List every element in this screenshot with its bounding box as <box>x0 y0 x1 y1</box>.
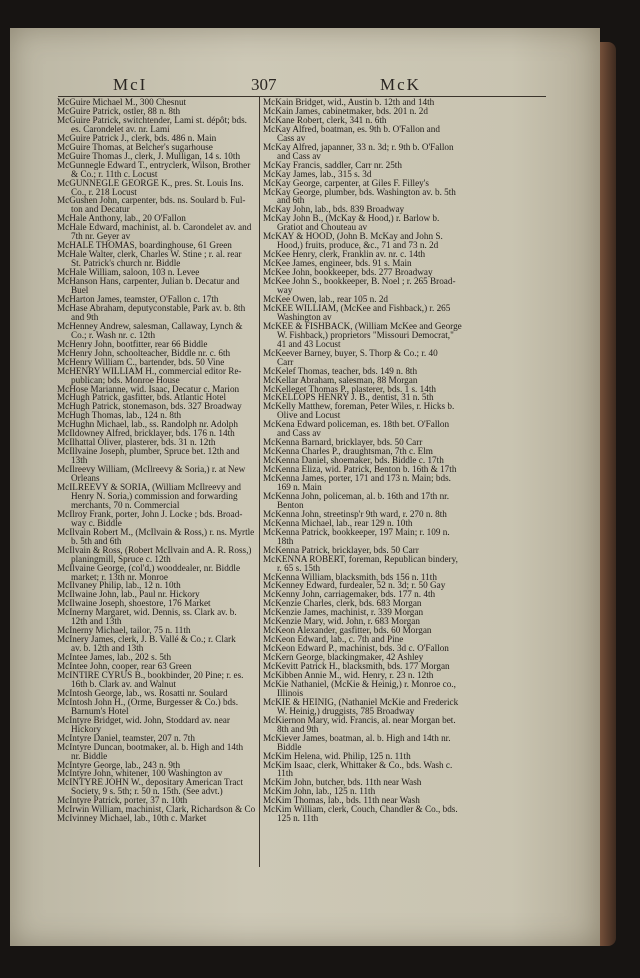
directory-entry-line: McKain Bridget, wid., Austin b. 12th and 14th <box>263 97 435 107</box>
directory-entry-line: McHale William, saloon, 103 n. Levee <box>57 267 200 278</box>
directory-entry-line: McIntyre John, whitener, 100 Washington av <box>57 768 223 779</box>
directory-entry-line: McKeever Barney, buyer, S. Thorp & Co.; r. 40 <box>263 347 438 358</box>
directory-entry-line: McKay Francis, saddler, Carr nr. 25th <box>263 159 402 170</box>
directory-entry-line: McKee John, bookkeeper, bds. 277 Broadway <box>263 267 433 278</box>
directory-entry-line: McHENRY WILLIAM H., commercial editor Re- <box>57 365 242 376</box>
directory-entry-line: McGunnegle Edward T., entryclerk, Wilson, Brother <box>57 159 251 170</box>
page-number: 307 <box>251 75 277 94</box>
directory-entry-line: McKenzie Charles, clerk, bds. 683 Morgan <box>263 598 422 609</box>
directory-entry-line: McKenna Patrick, bricklayer, bds. 50 Carr <box>263 544 419 555</box>
directory-entry-line: McKim Helena, wid. Philip, 125 n. 11th <box>263 750 411 761</box>
directory-entry-line: McKay John, lab., bds. 839 Broadway <box>263 204 405 215</box>
directory-entry-line: McKenna William, blacksmith, bds 156 n. 11th <box>263 571 437 582</box>
directory-entry-line: McGuire Michael M., 300 Chesnut <box>57 97 187 107</box>
directory-entry-line: McKena Edward policeman, es. 18th bet. O'Fallon <box>263 419 450 430</box>
directory-entry-line: McIlvaine George, (col'd,) wooddealer, nr. Biddle <box>57 562 241 573</box>
directory-entry-line: McKee John S., bookkeeper, B. Noel ; r. 265 Broad- <box>263 276 456 287</box>
directory-entry-line: McHenney Andrew, salesman, Callaway, Lynch & <box>57 320 243 331</box>
directory-entry-line: McKeon Edward, lab., c. 7th and Pine <box>263 634 404 645</box>
directory-entry-line: nr. Biddle <box>71 750 108 761</box>
column-divider <box>259 97 260 867</box>
directory-entry-line: McHugh Thomas, lab., 124 n. 8th <box>57 410 182 421</box>
directory-entry-line: McGuire Thomas, at Belcher's sugarhouse <box>57 141 213 152</box>
directory-entry-line: McHugh Patrick, stonemason, bds. 327 Broadway <box>57 401 242 412</box>
directory-entry-line: 13th <box>71 455 88 466</box>
directory-entry-line: McIlreevy William, (McIlreevy & Soria,) r. at New <box>57 464 246 475</box>
directory-entry-line: McKeon Alexander, gasfitter, bds. 60 Morgan <box>263 625 432 636</box>
directory-entry-line: McKern George, blackingmaker, 42 Ashley <box>263 652 424 663</box>
directory-entry-line: market; r. 13th nr. Monroe <box>71 571 168 582</box>
directory-entry-line: McKim John, lab., 125 n. 11th <box>263 786 376 797</box>
directory-entry-line: b. 5th and 6th <box>71 535 122 546</box>
directory-entry-line: McKim William, clerk, Couch, Chandler & Co., bds. <box>263 804 458 815</box>
directory-entry-line: way c. Biddle <box>71 517 122 528</box>
directory-entry-line: 7th nr. Geyer av <box>71 231 131 242</box>
directory-entry-line: McKevitt Patrick H., blacksmith, bds. 177 Morgan <box>263 661 450 672</box>
directory-entry-line: McKim Isaac, clerk, Whittaker & Co., bds. Wash c. <box>263 759 453 770</box>
directory-entry-line: McINTIRE CYRUS B., bookbinder, 20 Pine; r. es. <box>57 670 244 680</box>
directory-entry-line: 16th b. Clark av. and Walnut <box>71 678 176 689</box>
directory-entry-line: McHenry John, schoolteacher, Biddle nr. c. 6th <box>57 347 231 358</box>
directory-entry-line: McKellar Abraham, salesman, 88 Morgan <box>263 374 418 385</box>
directory-entry-line: McIntyre Bridget, wid. John, Stoddard av. near <box>57 714 230 725</box>
directory-entry-line: McGuire Patrick, ostler, 88 n. 8th <box>57 105 181 116</box>
directory-entry-line: McKenna John, streetinsp'r 9th ward, r. 270 n. 8th <box>263 508 447 519</box>
directory-entry-line: McHale Walter, clerk, Charles W. Stine ; r. al. rear <box>57 249 242 260</box>
directory-entry-line: McIvinney Michael, lab., 10th c. Market <box>57 813 207 824</box>
directory-entry-line: Co., r. 218 Locust <box>71 186 137 197</box>
directory-entry-line: McInerny Michael, tailor, 75 n. 11th <box>57 625 191 636</box>
directory-entry-line: McKibben Annie M., wid. Henry, r. 23 n. 12th <box>263 670 434 680</box>
directory-entry-line: McKelleget Thomas P., plasterer, bds. 1 s. 14th <box>263 383 436 394</box>
directory-entry-line: McKELLOPS HENRY J. B., dentist, 31 n. 5th <box>263 392 434 403</box>
directory-entry-line: McGuire Patrick J., clerk, bds. 486 n. Main <box>57 132 217 143</box>
directory-entry-line: McKee James, engineer, bds. 91 s. Main <box>263 258 412 269</box>
directory-entry-line: McHALE THOMAS, boardinghouse, 61 Green <box>57 240 232 251</box>
directory-entry-line: McIlwaine John, lab., Paul nr. Hickory <box>57 589 200 600</box>
directory-entry-line: McKee Owen, lab., rear 105 n. 2d <box>263 293 389 304</box>
directory-entry-line: McKay George, plumber, bds. Washington av. b. 5th <box>263 186 456 197</box>
directory-entry-line: Washington av <box>277 311 332 322</box>
directory-entry-line: McHughn Michael, lab., ss. Randolph nr. Adolph <box>57 419 238 430</box>
directory-entry-line: McHale Edward, machinist, al. b. Carondelet av. and <box>57 222 252 233</box>
directory-entry-line: McIllvaine Joseph, plumber, Spruce bet. 12th and <box>57 446 240 457</box>
directory-entry-line: McHase Abraham, deputyconstable, Park av. b. 8th <box>57 302 246 313</box>
directory-entry-line: McKEE WILLIAM, (McKee and Fishback,) r. 265 <box>263 302 451 313</box>
directory-entry-line: Gratiot and Chouteau av <box>277 222 368 233</box>
directory-entry-line: Illinois <box>277 687 304 698</box>
directory-entry-line: McKenna Patrick, bookkeeper, 197 Main; r. 109 n. <box>263 526 450 537</box>
directory-entry-line: 18th <box>277 535 294 546</box>
directory-entry-line: McIntee John, cooper, rear 63 Green <box>57 661 192 672</box>
directory-entry-line: McHose Marianne, wid. Isaac, Decatur c. Marion <box>57 383 240 394</box>
directory-entry-line: Benton <box>277 499 304 510</box>
directory-entry-line: publican; bds. Monroe House <box>71 374 180 385</box>
directory-entry-line: McIrwin William, machinist, Clark, Richardson & Co <box>57 804 256 815</box>
directory-entry-line: Hood,) fruits, produce, &c., 71 and 73 n. 2d <box>277 240 439 251</box>
directory-entry-line: merchants, 70 n. Commercial <box>71 499 180 510</box>
directory-entry-line: McKelly Matthew, foreman, Peter Wiles, r. Hicks b. <box>263 401 455 412</box>
directory-entry-line: and 6th <box>277 195 305 206</box>
directory-entry-line: Barnum's Hotel <box>71 705 129 716</box>
directory-entry-line: ton and Decatur <box>71 204 130 215</box>
directory-entry-line: McHugh Patrick, gasfitter, bds. Atlantic Hotel <box>57 392 227 403</box>
directory-entry-line: McKenny John, carriagemaker, bds. 177 n. 4th <box>263 589 436 600</box>
directory-entry-line: and Cass av <box>277 150 321 161</box>
directory-entry-line: & Co.; r. 11th c. Locust <box>71 168 158 179</box>
directory-entry-line: McKiever James, boatman, al. b. High and 14th nr. <box>263 732 451 743</box>
directory-entry-line: Hickory <box>71 723 102 734</box>
directory-entry-line: McKenna Michael, lab., rear 129 n. 10th <box>263 517 413 528</box>
left-column <box>57 98 257 823</box>
directory-entry-line: McKelef Thomas, teacher, bds. 149 n. 8th <box>263 365 418 376</box>
directory-entry-line: McIlvain Robert M., (McIlvain & Ross,) r. ns. Myrtle <box>57 526 255 537</box>
directory-entry-line: way <box>277 285 293 296</box>
directory-entry-line: planingmill, Spruce c. 12th <box>71 553 171 564</box>
directory-entry-line: 125 n. 11th <box>277 813 319 824</box>
directory-entry-line: McIldowney Alfred, bricklayer, bds. 176 n. 14th <box>57 428 235 439</box>
directory-entry-line: McINTYRE JOHN W., depositary American Tract <box>57 777 244 788</box>
directory-entry-line: 8th and 9th <box>277 723 319 734</box>
directory-entry-line: McKay Alfred, japanner, 33 n. 3d; r. 9th b. O'Fallon <box>263 141 454 152</box>
directory-entry-line: St. Patrick's church nr. Biddle <box>71 258 181 269</box>
directory-entry-line: 11th <box>277 768 293 779</box>
directory-entry-line: McKEE & FISHBACK, (William McKee and George <box>263 320 462 331</box>
directory-entry-line: r. 65 s. 15th <box>277 562 321 573</box>
directory-entry-line: McKAY & HOOD, (John B. McKay and John S. <box>263 231 443 242</box>
directory-entry-line: McGushen John, carpenter, bds. ns. Soulard b. Ful- <box>57 195 246 206</box>
directory-entry-line: McIlhattal Oliver, plasterer, bds. 31 n. 12th <box>57 437 216 448</box>
directory-entry-line: McIlroy Frank, porter, John J. Locke ; bds. Broad- <box>57 508 243 519</box>
directory-entry-line: McIntyre Patrick, porter, 37 n. 10th <box>57 795 188 806</box>
directory-entry-line: Olive and Locust <box>277 410 341 421</box>
directory-entry-line: McKenna Charles P., draughtsman, 7th c. Elm <box>263 446 433 457</box>
directory-entry-line: McKay George, carpenter, at Giles F. Filley's <box>263 177 429 188</box>
directory-entry-line: Biddle <box>277 741 302 752</box>
directory-entry-line: McKee Henry, clerk, Franklin av. nr. c. 14th <box>263 249 426 260</box>
directory-entry-line: Orleans <box>71 473 100 484</box>
directory-entry-line: 12th and 13th <box>71 616 122 627</box>
right-guide-word: McK <box>380 75 421 94</box>
directory-entry-line: McKay John B., (McKay & Hood,) r. Barlow b. <box>263 213 440 224</box>
directory-entry-line: Cass av <box>277 132 306 143</box>
directory-entry-line: Henry N. Soria,) commission and forwarding <box>71 490 238 501</box>
directory-entry-line: and Cass av <box>277 428 321 439</box>
directory-entry-line: McKain James, cabinetmaker, bds. 201 n. 2d <box>263 105 428 116</box>
directory-entry-line: McILREEVY & SORIA, (William McIlreevy and <box>57 481 242 492</box>
directory-entry-line: Society, 9 s. 5th; r. 50 n. 15th. (See advt.) <box>71 786 223 797</box>
directory-entry-line: McKenney Edward, furdealer, 52 n. 3d; r. 50 Gay <box>263 580 446 591</box>
directory-entry-line: McKenna Barnard, bricklayer, bds. 50 Carr <box>263 437 423 448</box>
directory-entry-line: 41 and 43 Locust <box>277 338 341 349</box>
directory-entry-line: McIntosh John H., (Orme, Burgesser & Co.) bds. <box>57 696 239 707</box>
directory-entry-line: McKim John, butcher, bds. 11th near Wash <box>263 777 422 788</box>
directory-entry-line: McKay Alfred, boatman, es. 9th b. O'Fallon and <box>263 123 440 134</box>
directory-entry-line: McIntyre Daniel, teamster, 207 n. 7th <box>57 732 195 743</box>
directory-entry-line: Carr <box>277 356 294 367</box>
directory-entry-line: McGUNNEGLE GEORGE K., pres. St. Louis Ins. <box>57 177 244 188</box>
directory-entry-line: McIntyre Duncan, bootmaker, al. b. High and 14th <box>57 741 244 752</box>
directory-entry-line: McIntee James, lab., 202 s. 5th <box>57 652 172 663</box>
directory-entry-line: McKiernon Mary, wid. Francis, al. near Morgan bet. <box>263 714 456 725</box>
directory-entry-line: McKenzie James, machinist, r. 339 Morgan <box>263 607 424 618</box>
directory-entry-line: McHale Anthony, lab., 20 O'Fallon <box>57 213 186 224</box>
directory-entry-line: McHenry John, bootfitter, rear 66 Biddle <box>57 338 208 349</box>
left-guide-word: McI <box>113 75 148 94</box>
directory-entry-line: Buel <box>71 285 89 296</box>
directory-entry-line: W. Heinig,) druggists, 785 Broadway <box>277 705 415 716</box>
directory-entry-line: McKenna Daniel, shoemaker, bds. Biddle c. 17th <box>263 455 444 466</box>
directory-entry-line: McInery James, clerk, J. B. Vallé & Co.; r. Clark <box>57 634 236 645</box>
directory-entry-line: McKIE & HEINIG, (Nathaniel McKie and Frederick <box>263 696 459 707</box>
directory-entry-line: McKeon Edward P., machinist, bds. 3d c. O'Fallon <box>263 643 449 654</box>
directory-entry-line: 169 n. Main <box>277 481 322 492</box>
directory-entry-line: McHarton James, teamster, O'Fallon c. 17th <box>57 293 219 304</box>
directory-entry-line: McIntosh George, lab., ws. Rosatti nr. Soulard <box>57 687 228 698</box>
directory-entry-line: McKenna James, porter, 171 and 173 n. Main; bds. <box>263 473 451 484</box>
directory-entry-line: McKay James, lab., 315 s. 3d <box>263 168 372 179</box>
directory-entry-line: McGuire Thomas J., clerk, J. Mulligan, 14 s. 10th <box>57 150 241 161</box>
directory-entry-line: McKenna John, policeman, al. b. 16th and 17th nr. <box>263 490 450 501</box>
directory-entry-line: McIntyre George, lab., 243 n. 9th <box>57 759 181 770</box>
directory-entry-line: McIlvaney Philip, lab., 12 n. 10th <box>57 580 181 591</box>
directory-entry-line: McIlwaine Joseph, shoestore, 176 Market <box>57 598 211 609</box>
directory-entry-line: McKim Thomas, lab., bds. 11th near Wash <box>263 795 420 806</box>
directory-entry-line: av. b. 12th and 13th <box>71 643 144 654</box>
directory-entry-line: McKENNA ROBERT, foreman, Republican bindery, <box>263 553 458 564</box>
directory-entry-line: W. Fishback,) proprietors "Missouri Democrat," <box>277 329 454 340</box>
page-header <box>0 75 640 97</box>
directory-entry-line: McIlvain & Ross, (Robert McIlvain and A. R. Ross,) <box>57 544 252 555</box>
directory-entry-line: McKie Nathaniel, (McKie & Heinig,) r. Monroe co., <box>263 678 456 689</box>
directory-entry-line: McKane Robert, clerk, 341 n. 6th <box>263 114 387 125</box>
directory-entry-line: and 9th <box>71 311 99 322</box>
directory-entry-line: McHenry William C., bartender, bds. 50 Vine <box>57 356 225 367</box>
directory-entry-line: McInerny Margaret, wid. Dennis, ss. Clark av. b. <box>57 607 237 618</box>
directory-entry-line: McKenna Eliza, wid. Patrick, Benton b. 16th & 17th <box>263 464 457 475</box>
directory-entry-line: McKenzie Mary, wid. John, r. 683 Morgan <box>263 616 420 627</box>
directory-entry-line: McHanson Hans, carpenter, Julian b. Decatur and <box>57 276 240 287</box>
directory-entry-line: Co.; r. Wash nr. c. 12th <box>71 329 156 340</box>
directory-entry-line: McGuire Patrick, switchtender, Lami st. dépôt; bds. <box>57 114 247 125</box>
right-column <box>263 98 495 823</box>
directory-entry-line: es. Carondelet av. nr. Lami <box>71 123 170 134</box>
